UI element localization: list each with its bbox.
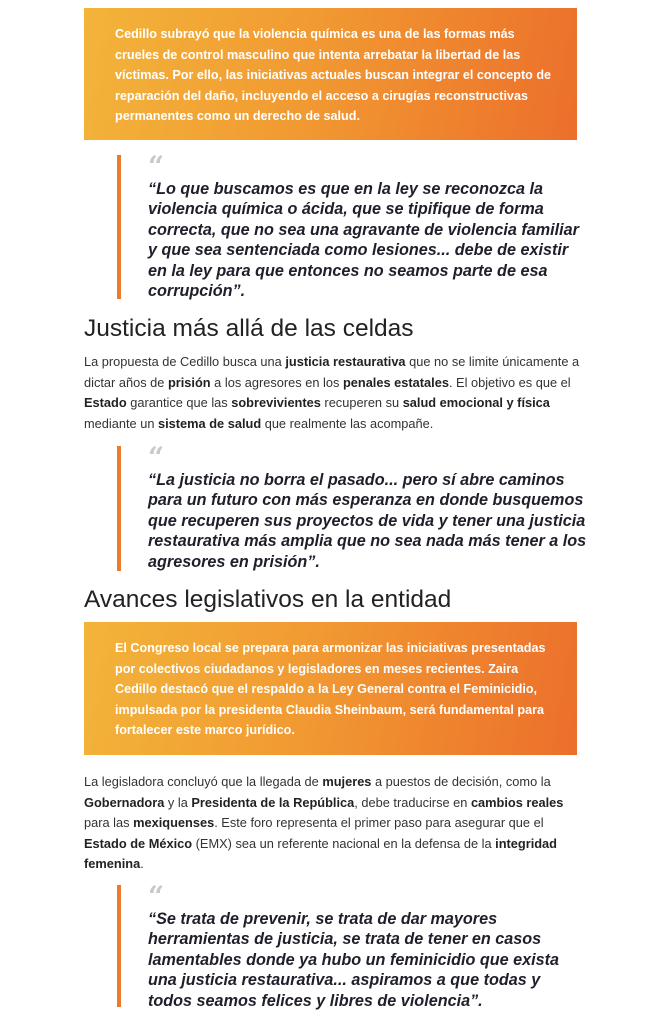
highlight-callout (84, 8, 577, 140)
quote-mark-icon: “ (148, 441, 165, 474)
text-run: garantice que las (126, 395, 232, 411)
text-run: recuperen su (320, 395, 403, 411)
text-run: y la (164, 794, 192, 810)
text-run: . Este foro representa el primer paso para asegurar que el (214, 815, 544, 831)
section-heading: Justicia más allá de las celdas (84, 315, 414, 342)
bold-phrase: integridad femenina (84, 835, 557, 872)
pull-quote (117, 880, 587, 1010)
quote-mark-icon: “ (148, 150, 165, 183)
highlight-callout (84, 622, 577, 755)
callout-text: Cedillo subrayó que la violencia química es una de las formas más crueles de control masculino que intenta arrebatar la libertad de las víctimas. Por ello, las iniciativas actuales buscan integrar el concepto de reparación del daño, incluyendo el acceso a cirugías reconstructivas permanentes como un derecho de salud. (115, 27, 552, 124)
bold-phrase: sobrevivientes (231, 395, 321, 411)
body-paragraph (84, 772, 584, 875)
bold-phrase: salud emocional y física (402, 395, 550, 411)
quote-text: “La justicia no borra el pasado... pero sí abre caminos para un futuro con más esperanza en donde busquemos que recuperen sus proyectos de vida y tener una justicia restaurativa más amplia que no sea nada más tener a los agresores en prisión”. (148, 471, 587, 571)
text-run: a los agresores en los (210, 374, 343, 390)
text-run: La legisladora concluyó que la llegada de (84, 774, 323, 789)
pull-quote (117, 150, 587, 301)
text-run: (EMX) sea un referente nacional en la defensa de la (192, 835, 496, 851)
text-run: para las (84, 815, 134, 831)
bold-phrase: Presidenta de la República (191, 794, 355, 810)
quote-text: “Se trata de prevenir, se trata de dar mayores herramientas de justicia, se trata de tener en casos lamentables donde ya hubo un feminicidio que exista una justicia restaurativa... aspiramos a que todas y todos seamos felices y libres de violencia”. (148, 910, 560, 1010)
body-paragraph (84, 352, 584, 434)
bold-phrase: mujeres (322, 774, 372, 789)
pull-quote (117, 441, 587, 571)
bold-phrase: Estado (84, 395, 127, 411)
text-run: a puestos de decisión, como la (371, 774, 551, 789)
text-run: . (140, 856, 144, 872)
bold-phrase: penales estatales (342, 374, 449, 390)
bold-phrase: Gobernadora (84, 794, 165, 810)
bold-phrase: sistema de salud (158, 415, 262, 431)
bold-phrase: Estado de México (84, 835, 193, 851)
text-run: que no se limite únicamente a dictar años de (84, 354, 580, 390)
text-run: . El objetivo es que el (448, 374, 571, 390)
bold-phrase: prisión (167, 374, 211, 390)
bold-phrase: cambios reales (470, 794, 564, 810)
section-heading: Avances legislativos en la entidad (84, 586, 452, 613)
text-run: , debe traducirse en (354, 794, 471, 810)
text-run: que realmente las acompañe. (261, 415, 434, 431)
callout-text: El Congreso local se prepara para armonizar las iniciativas presentadas por colectivos ciudadanos y legisladores en meses recientes. Zaira Cedillo destacó que el respaldo a la Ley General contra el Feminicidio, impulsada por la presidenta Claudia Sheinbaum, será fundamental para fortalecer este marco jurídico. (115, 641, 546, 738)
quote-mark-icon: “ (148, 880, 165, 913)
bold-phrase: justicia restaurativa (285, 354, 406, 369)
quote-text: “Lo que buscamos es que en la ley se reconozca la violencia química o ácida, que se tipifique de forma correcta, que no sea una agravante de violencia familiar y que sea sentenciada como lesiones... debe de existir en la ley para que entonces no seamos parte de esa corrupción”. (148, 180, 579, 301)
text-run: La propuesta de Cedillo busca una (84, 354, 286, 369)
text-run: mediante un (84, 415, 158, 431)
bold-phrase: mexiquenses (133, 815, 215, 831)
